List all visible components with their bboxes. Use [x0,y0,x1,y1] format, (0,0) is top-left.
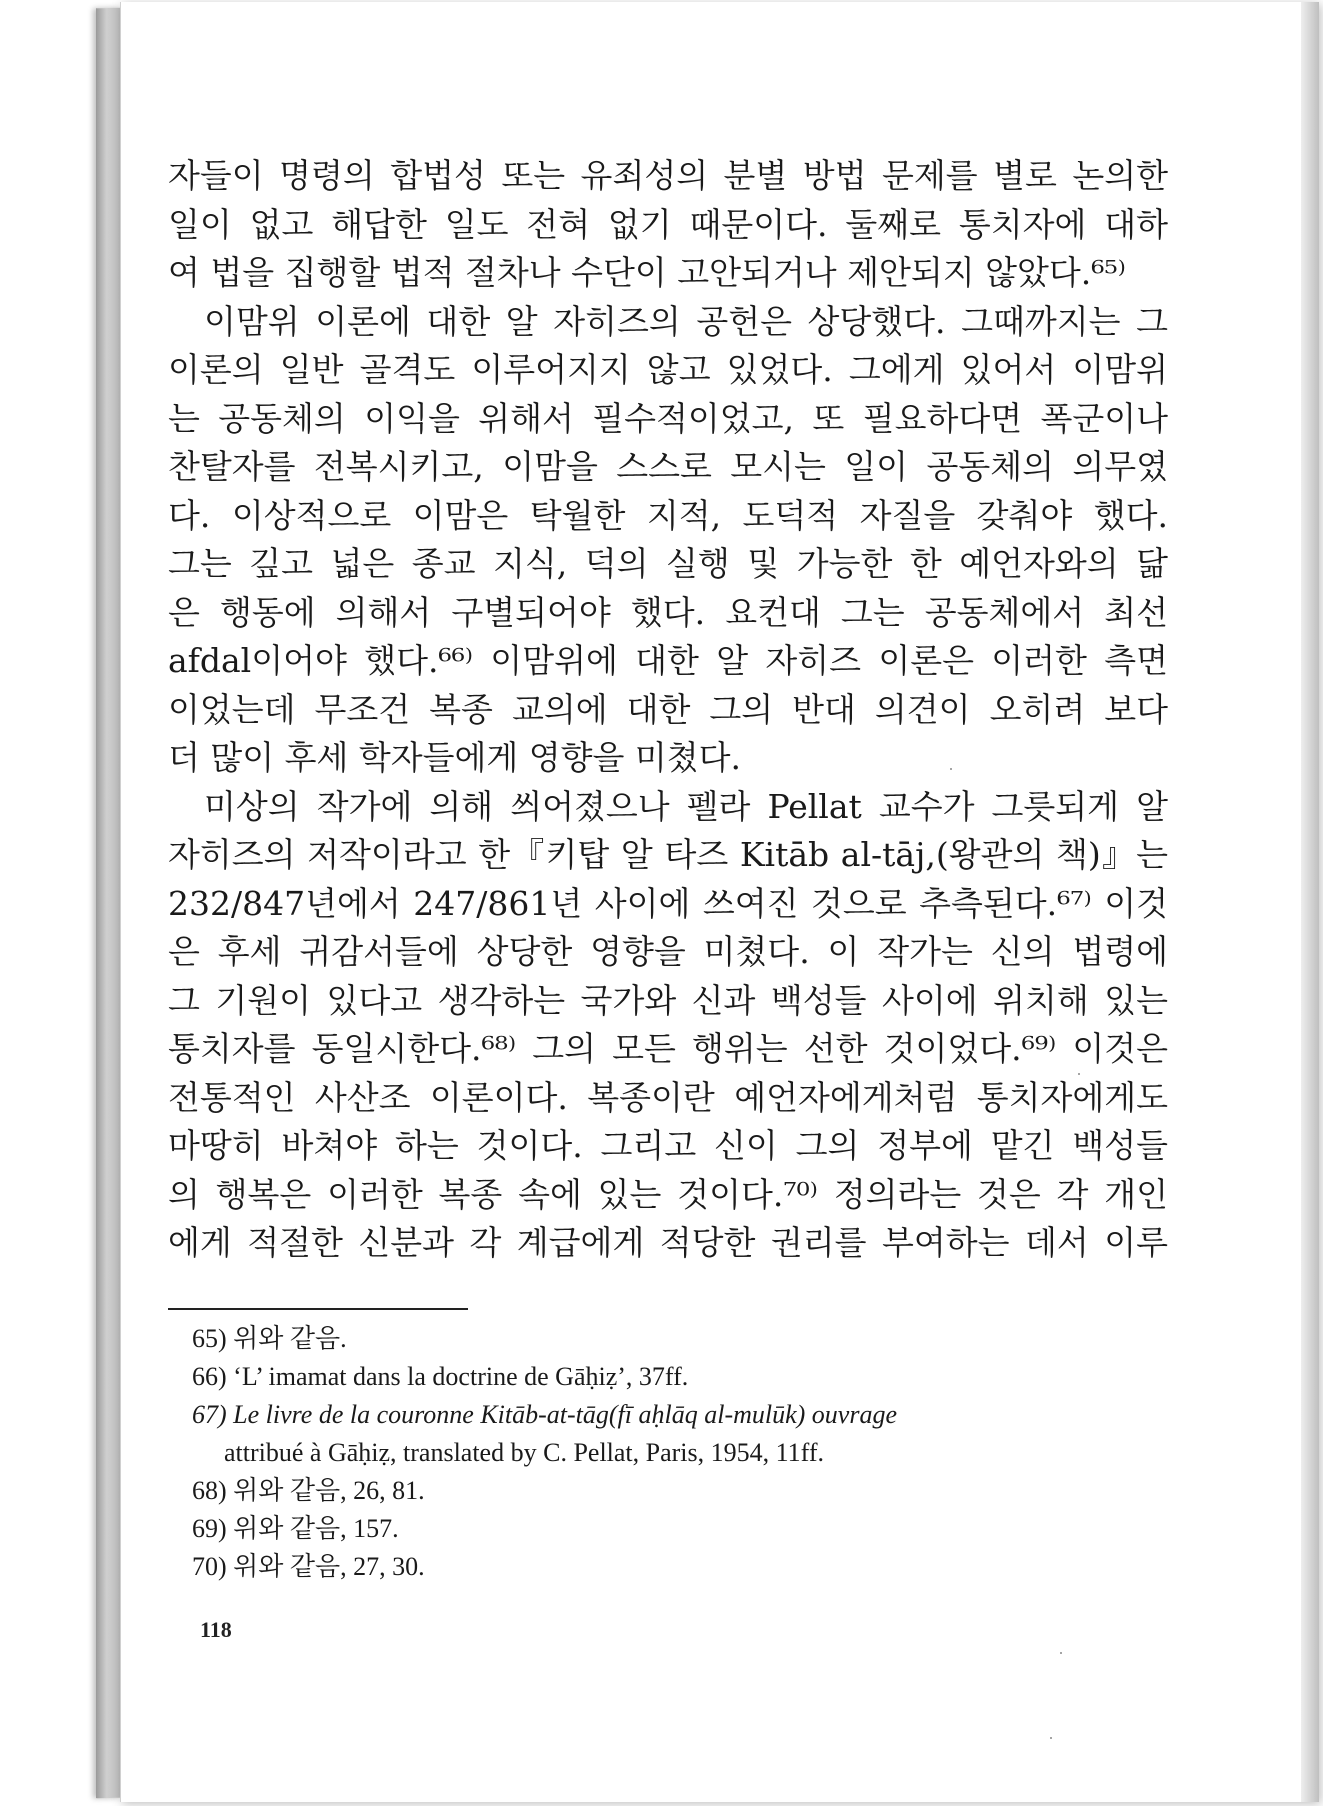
book-spine [96,8,122,1799]
footnote: 66) ‘L’ imamat dans la doctrine de Gāḥiẓ’, 37ff. [192,1362,689,1391]
body-line: 일이 없고 해답한 일도 전혀 없기 때문이다. 둘째로 통치자에 대하 [168,204,1168,244]
body-line: 마땅히 바쳐야 하는 것이다. 그리고 신이 그의 정부에 맡긴 백성들 [168,1126,1168,1165]
body-line: afdal이어야 했다.⁶⁶⁾ 이맘위에 대한 알 자히즈 이론은 이러한 측면 [168,641,1168,680]
body-line: 그 기원이 있다고 생각하는 국가와 신과 백성들 사이에 위치해 있는 [168,980,1168,1020]
body-line: 이맘위 이론에 대한 알 자히즈의 공헌은 상당했다. 그때까지는 그 [204,301,1168,341]
body-line: 에게 적절한 신분과 각 계급에게 적당한 권리를 부여하는 데서 이루 [168,1223,1168,1262]
footnote: 68) 위와 같음, 26, 81. [192,1476,425,1505]
body-text [168,152,1168,1268]
body-line: 의 행복은 이러한 복종 속에 있는 것이다.⁷⁰⁾ 정의라는 것은 각 개인 [168,1174,1168,1214]
body-line: 다. 이상적으로 이맘은 탁월한 지적, 도덕적 자질을 갖춰야 했다. [168,495,1168,535]
footnote-continuation: attribué à Gāḥiẓ, translated by C. Pellat, Paris, 1954, 11ff. [224,1438,825,1467]
body-line: 은 행동에 의해서 구별되어야 했다. 요컨대 그는 공동체에서 최선 [168,592,1168,632]
page-number: 118 [200,1617,232,1642]
body-line: 미상의 작가에 의해 씌어졌으나 펠라 Pellat 교수가 그릇되게 알 [204,786,1168,826]
body-line: 자들이 명령의 합법성 또는 유죄성의 분별 방법 문제를 별로 논의한 [168,156,1168,195]
footnotes [192,1320,1172,1586]
body-line: 은 후세 귀감서들에 상당한 영향을 미쳤다. 이 작가는 신의 법령에 [168,932,1168,971]
footnote: 65) 위와 같음. [192,1324,347,1353]
footnote: 70) 위와 같음, 27, 30. [192,1552,425,1581]
body-line: 자히즈의 저작이라고 한『키탑 알 타즈 Kitāb al-tāj,(왕관의 책)』는 [168,835,1168,874]
scan-speck [1060,1652,1062,1654]
body-line: 찬탈자를 전복시키고, 이맘을 스스로 모시는 일이 공동체의 의무였 [168,447,1168,486]
scan-speck [1050,1737,1052,1739]
footnote-rule [168,1308,468,1310]
body-line: 는 공동체의 이익을 위해서 필수적이었고, 또 필요하다면 폭군이나 [168,398,1168,438]
body-line: 전통적인 사산조 이론이다. 복종이란 예언자에게처럼 통치자에게도 [168,1077,1168,1117]
footnote: 69) 위와 같음, 157. [192,1514,399,1543]
body-line: 232/847년에서 247/861년 사이에 쓰여진 것으로 추측된다.⁶⁷⁾ 이것 [168,883,1168,923]
scan-speck [950,768,952,770]
body-line: 그는 깊고 넓은 종교 지식, 덕의 실행 및 가능한 한 예언자와의 닮 [168,544,1168,583]
body-line: 이었는데 무조건 복종 교의에 대한 그의 반대 의견이 오히려 보다 [168,689,1168,729]
footnote: 67) Le livre de la couronne Kitāb-at-tāg(fī aḥlāq al-mulūk) ouvrage [192,1400,897,1429]
body-line: 통치자를 동일시한다.⁶⁸⁾ 그의 모든 행위는 선한 것이었다.⁶⁹⁾ 이것은 [168,1029,1168,1068]
page-edge [1301,2,1319,1802]
body-line: 이론의 일반 골격도 이루어지지 않고 있었다. 그에게 있어서 이맘위 [168,350,1168,389]
body-line: 여 법을 집행할 법적 절차나 수단이 고안되거나 제안되지 않았다.⁶⁵⁾ [168,253,1126,292]
body-line: 더 많이 후세 학자들에게 영향을 미쳤다. [168,738,741,777]
scan-speck [1078,1073,1080,1075]
